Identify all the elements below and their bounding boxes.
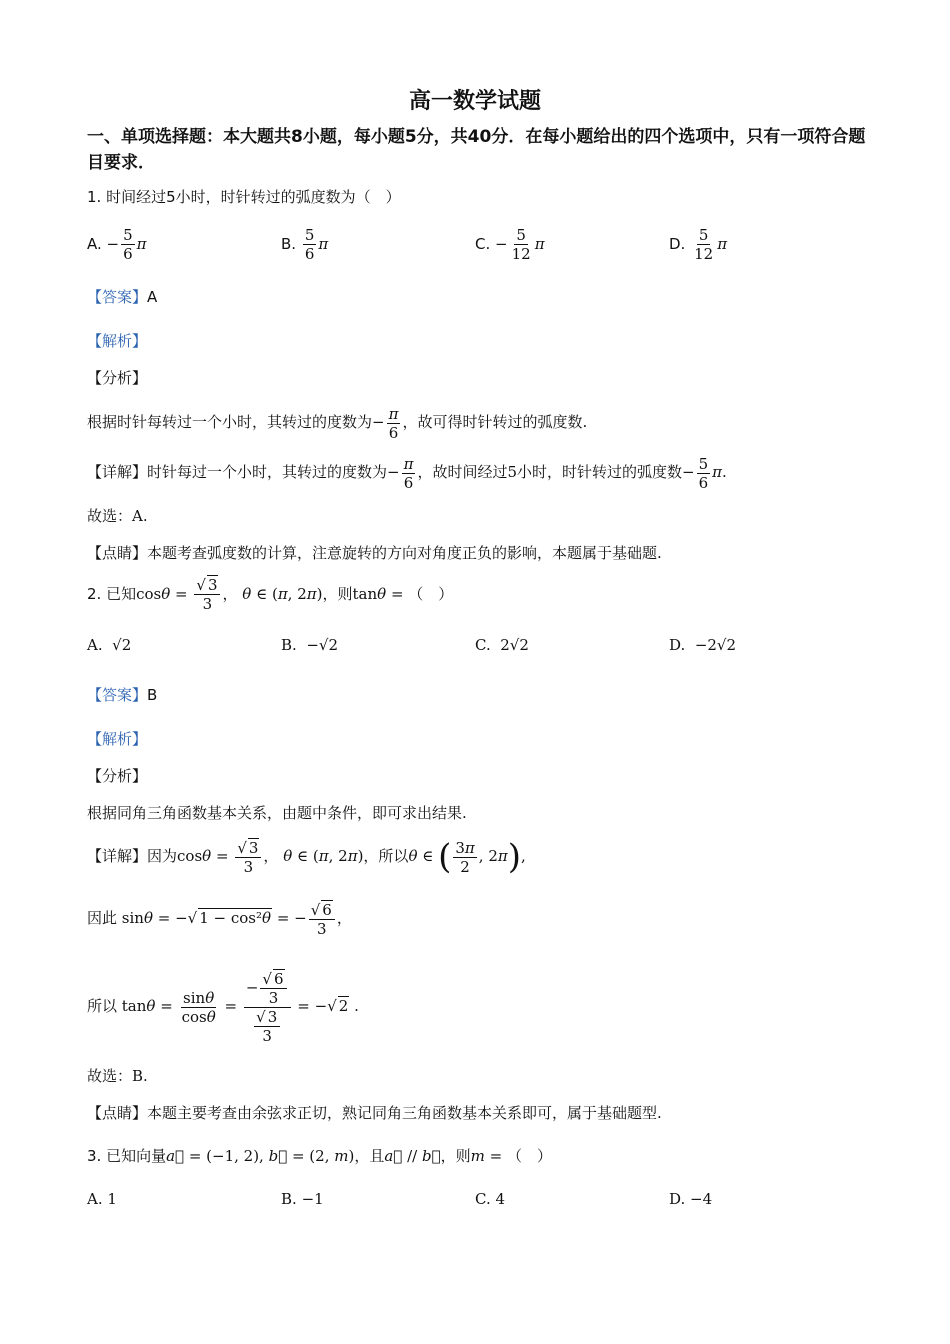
q1-option-b[interactable]: B. $\frac{5}{6}$ π	[281, 226, 329, 263]
q3-option-c[interactable]: C. 4	[475, 1190, 506, 1208]
q1-comment: 【点睛】本题考查弧度数的计算，注意旋转的方向对角度正负的影响，本题属于基础题.	[87, 544, 662, 562]
fraction: $\frac{√ 3}{3}$	[235, 839, 261, 876]
question-3-stem: 3. 已知向量a⃗ = (−1, 2), b⃗ = (2, m)，且a⃗ // b⃗，则m = （ ）	[87, 1147, 552, 1165]
q2-comment: 【点睛】本题主要考查由余弦求正切，熟记同角三角函数基本关系即可，属于基础题型.	[87, 1104, 662, 1122]
question-1-stem: 1. 时间经过5小时，时针转过的弧度数为（ ）	[87, 188, 401, 206]
q2-option-d[interactable]: D. −2√2	[669, 636, 737, 654]
section-heading: 一、单项选择题：本大题共8小题，每小题5分，共40分．在每小题给出的四个选项中，只有一项符合题目要求．	[87, 127, 866, 173]
fraction: $\frac{5}{12}$	[694, 226, 714, 263]
q2-fenxi-label: 【分析】	[87, 767, 148, 785]
q2-option-c[interactable]: C. 2√2	[475, 636, 529, 654]
fraction: $\frac{√ 6}{3}$	[309, 901, 335, 938]
nested-fraction: − $\frac{√ 6}{3}$ $\frac{√ 3}{3}$	[244, 970, 291, 1045]
q1-jiexi-label: 【解析】	[87, 332, 148, 350]
q1-analysis: 根据时针每转过一个小时，其转过的度数为− $\frac{\pi}{6}$ ，故可得时针转过的弧度数.	[87, 404, 588, 442]
page-title: 高一数学试题	[408, 89, 541, 114]
fraction: $\frac{5}{6}$	[304, 226, 315, 263]
fraction: $\frac{\pi}{6}$	[403, 454, 414, 492]
fraction: $\frac{3\pi}{2}$	[455, 838, 475, 876]
fraction: $\frac{\pi}{6}$	[388, 404, 399, 442]
q3-option-d[interactable]: D. −4	[669, 1190, 713, 1208]
q2-option-a[interactable]: A. √2	[87, 636, 132, 654]
q2-analysis: 根据同角三角函数基本关系，由题中条件，即可求出结果.	[87, 804, 467, 822]
fraction: $\frac{\sin\theta}{\cos\theta}$	[181, 988, 216, 1026]
fraction: $\frac{5}{6}$	[123, 226, 133, 263]
q1-option-a[interactable]: A. − $\frac{5}{6}$ π	[87, 226, 147, 263]
q2-sin-line: 因此 sinθ = −√ 1 − cos²θ = − $\frac{√ 6}{3}$ ，	[87, 900, 352, 938]
q1-option-d[interactable]: D. $\frac{5}{12}$ π	[669, 226, 728, 263]
q3-option-a[interactable]: A. 1	[87, 1190, 117, 1208]
q2-detail: 【详解】因为cosθ = $\frac{√ 3}{3}$ ， θ ∈ (π, 2π)，所以θ ∈ ( $\frac{3\pi}{2}$ , 2π),	[87, 837, 526, 877]
q2-choose: 故选：B.	[87, 1067, 148, 1085]
q1-option-c[interactable]: C. − $\frac{5}{12}$ π	[475, 226, 545, 263]
q1-choose: 故选：A.	[87, 507, 148, 525]
q2-option-b[interactable]: B. −√2	[281, 636, 339, 654]
q2-answer: 【答案】B	[87, 686, 158, 704]
fraction: $\frac{5}{12}$	[511, 226, 531, 263]
fraction: $\frac{√ 3}{3}$	[194, 576, 220, 613]
q1-answer: 【答案】A	[87, 288, 158, 306]
question-2-stem: 2. 已知cosθ = $\frac{√ 3}{3}$ ， θ ∈ (π, 2π)，则tanθ = （ ）	[87, 576, 454, 613]
q2-tan-line: 所以 tanθ = $\frac{\sin\theta}{\cos\theta}$ = − $\frac{√ 6}{3}$ $\frac{√ 3}{3}$ = −√ 2 .	[87, 969, 359, 1045]
q3-option-b[interactable]: B. −1	[281, 1190, 324, 1208]
q1-fenxi-label: 【分析】	[87, 369, 148, 387]
fraction: $\frac{5}{6}$	[698, 454, 709, 492]
q2-jiexi-label: 【解析】	[87, 730, 148, 748]
q1-detail: 【详解】时针每过一个小时，其转过的度数为− $\frac{\pi}{6}$ ，故时间经过5小时，时针转过的弧度数− $\frac{5}{6}$ π.	[87, 454, 727, 492]
